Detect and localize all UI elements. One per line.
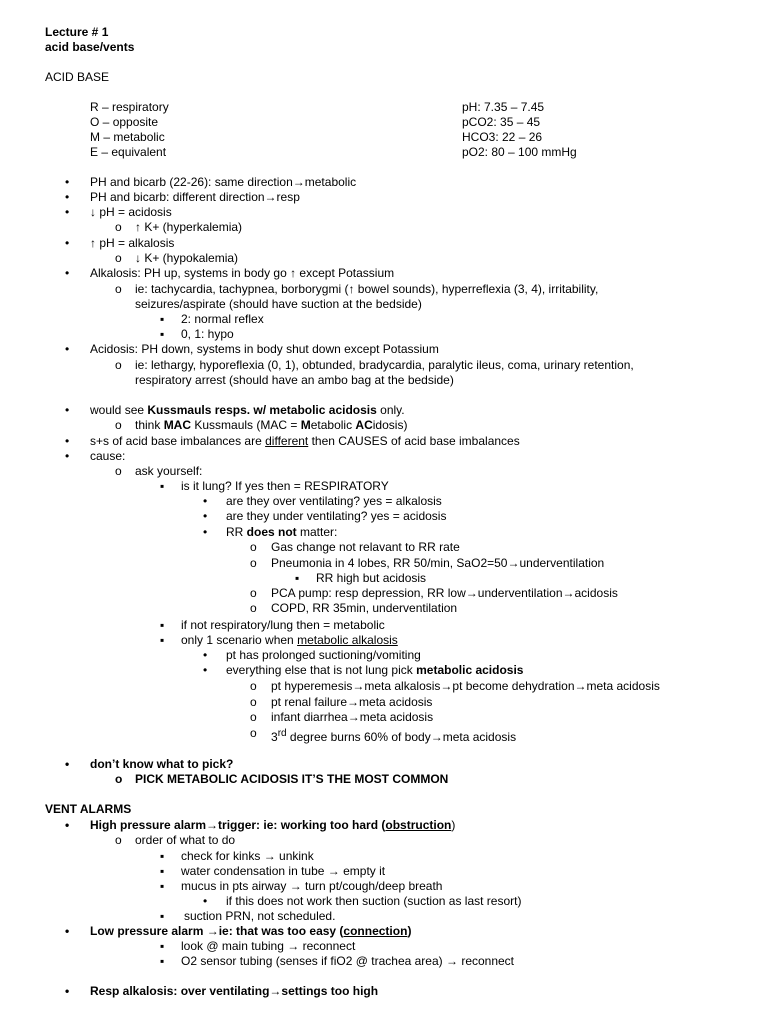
note-over-ventilating: are they over ventilating? yes = alkalosis: [226, 494, 442, 508]
bullet-icon: •: [65, 175, 70, 189]
bullet-icon: •: [65, 449, 70, 463]
arrow-icon: →: [430, 730, 443, 744]
acid-base-heading: ACID BASE: [45, 70, 110, 84]
note-check-kinks: check for kinks → unkink: [181, 849, 314, 863]
arrow-icon: →: [206, 818, 219, 832]
sub-bullet-icon: o: [115, 464, 122, 478]
note-everything-else: everything else that is not lung pick metabolic acidosis: [226, 663, 524, 677]
note-normal-reflex: 2: normal reflex: [181, 312, 264, 326]
lecture-number: Lecture # 1: [45, 25, 109, 39]
square-bullet-icon: ▪: [160, 312, 165, 326]
bullet-icon: •: [65, 403, 70, 417]
normal-pco2: pCO2: 35 – 45: [462, 115, 541, 129]
note-mac-mnemonic: think MAC Kussmauls (MAC = Metabolic ACidosis): [135, 418, 408, 432]
square-bullet-icon: ▪: [160, 633, 165, 647]
square-bullet-icon: ▪: [160, 879, 165, 893]
sub-bullet-icon: o: [115, 251, 122, 265]
note-low-ph: ↓ pH = acidosis: [90, 205, 172, 219]
note-under-ventilating: are they under ventilating? yes = acidosis: [226, 509, 447, 523]
note-dont-know: don’t know what to pick?: [90, 757, 234, 771]
note-hypokalemia: ↓ K+ (hypokalemia): [135, 251, 239, 265]
note-alkalosis-signs: ie: tachycardia, tachypnea, borborygmi (↑ bowel sounds), hyperreflexia (3, 4), irritability,: [135, 282, 599, 296]
note-mucus: mucus in pts airway → turn pt/cough/deep breath: [181, 879, 443, 893]
note-cause: cause:: [90, 449, 126, 463]
bullet-icon: •: [203, 648, 208, 662]
arrow-icon: →: [264, 190, 277, 204]
rome-o: O – opposite: [90, 115, 159, 129]
arrow-icon: →: [269, 984, 282, 998]
bullet-icon: •: [65, 236, 70, 250]
note-alkalosis-signs-cont: seizures/aspirate (should have suction at the bedside): [135, 297, 422, 311]
sub-bullet-icon: o: [250, 695, 257, 709]
note-suction-prn: suction PRN, not scheduled.: [184, 909, 336, 923]
note-o2-sensor-tubing: O2 sensor tubing (senses if fiO2 @ trachea area) → reconnect: [181, 954, 515, 968]
note-suction-last-resort: if this does not work then suction (suction as last resort): [226, 894, 522, 908]
note-ask-yourself: ask yourself:: [135, 464, 203, 478]
note-prolonged-suctioning: pt has prolonged suctioning/vomiting: [226, 648, 421, 662]
normal-po2: pO2: 80 – 100 mmHg: [462, 145, 577, 159]
arrow-icon: →: [445, 954, 458, 968]
arrow-icon: →: [574, 679, 587, 693]
note-rr-high-acidosis: RR high but acidosis: [316, 571, 427, 585]
sub-bullet-icon: o: [115, 220, 122, 234]
sub-bullet-icon: o: [115, 772, 123, 786]
vent-alarms-heading: VENT ALARMS: [45, 802, 132, 816]
rome-m: M – metabolic: [90, 130, 165, 144]
note-kussmauls: would see Kussmauls resps. w/ metabolic acidosis only.: [90, 403, 405, 417]
bullet-icon: •: [65, 434, 70, 448]
sub-bullet-icon: o: [115, 418, 122, 432]
bullet-icon: •: [203, 663, 208, 677]
sub-bullet-icon: o: [250, 601, 257, 615]
sub-bullet-icon: o: [115, 282, 122, 296]
square-bullet-icon: ▪: [160, 327, 165, 341]
rome-e: E – equivalent: [90, 145, 167, 159]
note-water-condensation: water condensation in tube → empty it: [181, 864, 386, 878]
note-infant-diarrhea: infant diarrhea→meta acidosis: [271, 710, 434, 724]
bullet-icon: •: [65, 984, 70, 998]
note-alkalosis: Alkalosis: PH up, systems in body go ↑ except Potassium: [90, 266, 395, 280]
sub-bullet-icon: o: [250, 540, 257, 554]
note-metabolic-alkalosis-scenario: only 1 scenario when metabolic alkalosis: [181, 633, 398, 647]
bullet-icon: •: [65, 924, 70, 938]
square-bullet-icon: ▪: [295, 571, 300, 585]
sub-bullet-icon: o: [115, 358, 122, 372]
note-burns: 3rd degree burns 60% of body→meta acidosis: [271, 728, 517, 744]
note-same-direction: PH and bicarb (22-26): same direction→metabolic: [90, 175, 357, 189]
arrow-icon: →: [289, 879, 302, 893]
square-bullet-icon: ▪: [160, 479, 165, 493]
square-bullet-icon: ▪: [160, 954, 165, 968]
note-high-ph: ↑ pH = alkalosis: [90, 236, 175, 250]
arrow-icon: →: [507, 556, 520, 570]
note-hyperemesis: pt hyperemesis→meta alkalosis→pt become dehydration→meta acidosis: [271, 679, 660, 693]
note-rr-does-not-matter: RR does not matter:: [226, 525, 338, 539]
note-renal-failure: pt renal failure→meta acidosis: [271, 695, 433, 709]
bullet-icon: •: [203, 509, 208, 523]
arrow-icon: →: [287, 939, 300, 953]
note-pneumonia: Pneumonia in 4 lobes, RR 50/min, SaO2=50→underventilation: [271, 556, 605, 570]
note-not-respiratory: if not respiratory/lung then = metabolic: [181, 618, 385, 632]
note-acidosis: Acidosis: PH down, systems in body shut down except Potassium: [90, 342, 439, 356]
arrow-icon: →: [206, 924, 219, 938]
bullet-icon: •: [203, 894, 208, 908]
lecture-topic: acid base/vents: [45, 40, 135, 54]
arrow-icon: →: [347, 710, 360, 724]
sub-bullet-icon: o: [250, 726, 257, 740]
arrow-icon: →: [292, 175, 305, 189]
note-different-direction: PH and bicarb: different direction→resp: [90, 190, 300, 204]
sub-bullet-icon: o: [250, 586, 257, 600]
bullet-icon: •: [203, 525, 208, 539]
bullet-icon: •: [65, 342, 70, 356]
arrow-icon: →: [352, 679, 365, 693]
note-low-pressure-alarm: Low pressure alarm →ie: that was too easy (connection): [90, 924, 412, 938]
sub-bullet-icon: o: [250, 556, 257, 570]
note-copd: COPD, RR 35min, underventilation: [271, 601, 458, 615]
normal-ph: pH: 7.35 – 7.45: [462, 100, 545, 114]
bullet-icon: •: [203, 494, 208, 508]
note-hyperkalemia: ↑ K+ (hyperkalemia): [135, 220, 243, 234]
normal-hco3: HCO3: 22 – 26: [462, 130, 543, 144]
square-bullet-icon: ▪: [160, 618, 165, 632]
bullet-icon: •: [65, 757, 70, 771]
note-gas-change: Gas change not relavant to RR rate: [271, 540, 460, 554]
note-high-pressure-alarm: High pressure alarm→trigger: ie: working too hard (obstruction): [90, 818, 456, 832]
bullet-icon: •: [65, 818, 70, 832]
rome-r: R – respiratory: [90, 100, 169, 114]
note-hypo-reflex: 0, 1: hypo: [181, 327, 234, 341]
arrow-icon: →: [465, 586, 478, 600]
arrow-icon: →: [347, 695, 360, 709]
note-ss-vs-causes: s+s of acid base imbalances are different then CAUSES of acid base imbalances: [90, 434, 520, 448]
arrow-icon: →: [263, 849, 276, 863]
arrow-icon: →: [562, 586, 575, 600]
note-pick-metabolic-acidosis: PICK METABOLIC ACIDOSIS IT’S THE MOST COMMON: [135, 772, 449, 786]
square-bullet-icon: ▪: [160, 909, 165, 923]
square-bullet-icon: ▪: [160, 849, 165, 863]
square-bullet-icon: ▪: [160, 939, 165, 953]
arrow-icon: →: [440, 679, 453, 693]
sub-bullet-icon: o: [250, 710, 257, 724]
note-order-of-what-to-do: order of what to do: [135, 833, 236, 847]
note-main-tubing: look @ main tubing → reconnect: [181, 939, 356, 953]
arrow-icon: →: [327, 864, 340, 878]
note-resp-alkalosis: Resp alkalosis: over ventilating→settings too high: [90, 984, 379, 998]
sub-bullet-icon: o: [115, 833, 122, 847]
note-pca-pump: PCA pump: resp depression, RR low→underventilation→acidosis: [271, 586, 618, 600]
square-bullet-icon: ▪: [160, 864, 165, 878]
bullet-icon: •: [65, 190, 70, 204]
bullet-icon: •: [65, 266, 70, 280]
note-is-it-lung: is it lung? If yes then = RESPIRATORY: [181, 479, 389, 493]
note-acidosis-signs-cont: respiratory arrest (should have an ambo bag at the bedside): [135, 373, 454, 387]
bullet-icon: •: [65, 205, 70, 219]
note-acidosis-signs: ie: lethargy, hyporeflexia (0, 1), obtunded, bradycardia, paralytic ileus, coma, urinary retention,: [135, 358, 634, 372]
sub-bullet-icon: o: [250, 679, 257, 693]
